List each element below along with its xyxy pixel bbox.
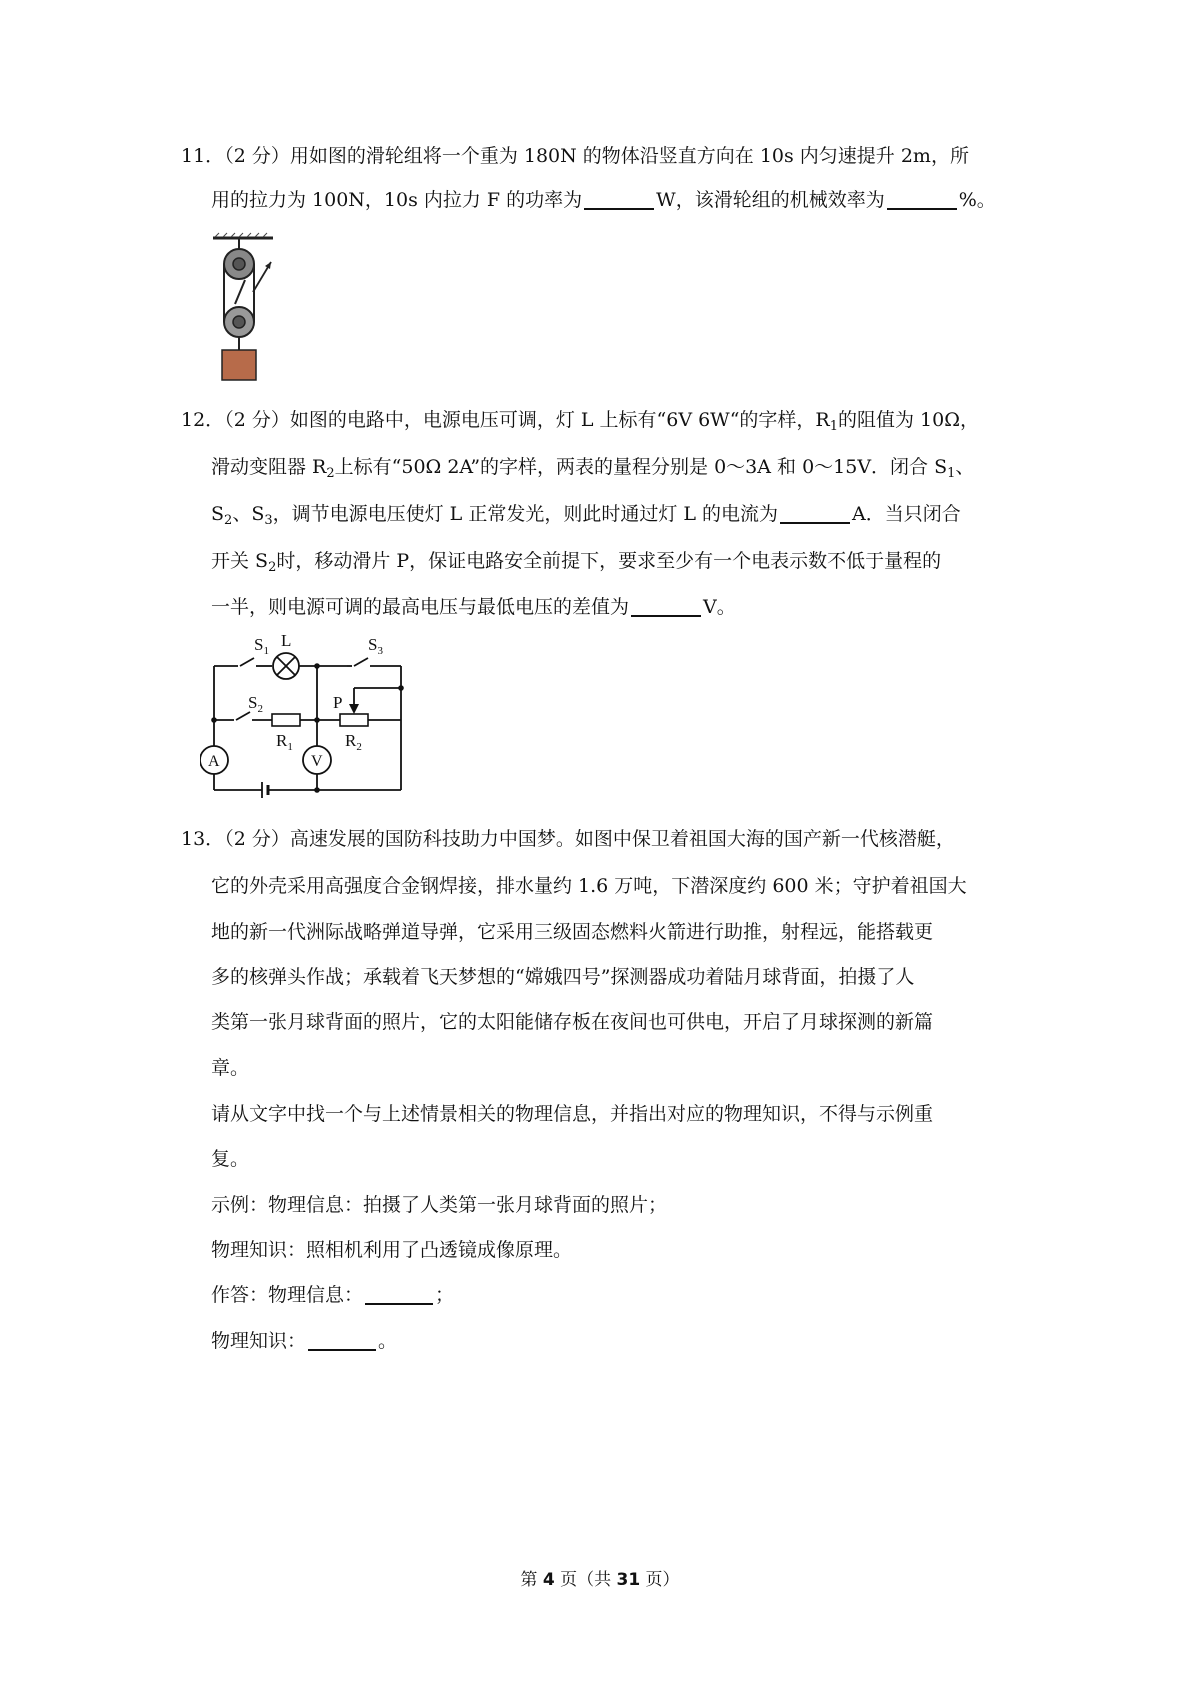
- q11-line-2: 用的拉力为 100N，10s 内拉力 F 的功率为 W，该滑轮组的机械效率为 %。: [211, 189, 996, 211]
- label-s2: $S_2$: [248, 693, 263, 715]
- q13-line-2: 它的外壳采用高强度合金钢焊接，排水量约 1.6 万吨，下潜深度约 600 米；守护着祖国大: [211, 875, 967, 897]
- q12-blank-voltage-diff[interactable]: [631, 595, 701, 617]
- q13-line-7: 请从文字中找一个与上述情景相关的物理信息，并指出对应的物理知识，不得与示例重: [211, 1103, 934, 1125]
- circuit-figure: [200, 630, 440, 810]
- q13-blank-info[interactable]: [365, 1283, 433, 1305]
- q13-line-3: 地的新一代洲际战略弹道导弹，它采用三级固态燃料火箭进行助推，射程远，能搭载更: [211, 921, 934, 943]
- q12-line-2: 滑动变阻器 $R_2$上标有“50Ω 2A”的字样，两表的量程分别是 0～3A 和 0～15V．闭合 $S_1$、: [211, 456, 975, 481]
- voltmeter-label: V: [311, 753, 323, 770]
- q13-example-knowledge: 物理知识：照相机利用了凸透镜成像原理。: [211, 1239, 573, 1261]
- q13-line-8: 复。: [211, 1148, 250, 1170]
- q13-answer-info: 作答：物理信息： ；: [211, 1284, 455, 1306]
- q13-blank-knowledge[interactable]: [308, 1329, 376, 1351]
- q12-line-3: $S_2$、$S_3$，调节电源电压使灯 L 正常发光，则此时通过灯 L 的电流为 A．当只闭合: [211, 503, 961, 528]
- q13-answer-knowledge: 物理知识： 。: [211, 1330, 398, 1352]
- q13-line-4: 多的核弹头作战；承载着飞天梦想的“嫦娥四号”探测器成功着陆月球背面，拍摄了人: [211, 966, 915, 988]
- label-s3: $S_3$: [368, 635, 383, 657]
- q11-line-1: 11．（2 分）用如图的滑轮组将一个重为 180N 的物体沿竖直方向在 10s 内匀速提升 2m，所: [181, 145, 969, 167]
- label-lamp: L: [281, 631, 292, 650]
- q13-example-info: 示例：物理信息：拍摄了人类第一张月球背面的照片；: [211, 1194, 668, 1216]
- label-r2: $R_2$: [345, 731, 362, 753]
- q13-line-1: 13．（2 分）高速发展的国防科技助力中国梦。如图中保卫着祖国大海的国产新一代核潜艇，: [181, 828, 955, 850]
- q12-line-1: 12．（2 分）如图的电路中，电源电压可调，灯 L 上标有“6V 6W“的字样，$R_1$的阻值为 10Ω，: [181, 409, 979, 434]
- q13-line-6: 章。: [211, 1057, 250, 1079]
- page-footer: 第 4 页（共 31 页）: [520, 1570, 680, 1590]
- q12-blank-current[interactable]: [780, 502, 850, 524]
- page-number: 4: [542, 1570, 555, 1590]
- ammeter-label: A: [208, 753, 220, 770]
- q12-line-4: 开关 $S_2$时，移动滑片 P，保证电路安全前提下，要求至少有一个电表示数不低于量程的: [211, 550, 942, 575]
- label-s1: $S_1$: [254, 635, 269, 657]
- pulley-figure: [205, 232, 305, 384]
- q12-line-5: 一半，则电源可调的最高电压与最低电压的差值为 V。: [211, 596, 736, 618]
- q11-blank-power[interactable]: [584, 188, 654, 210]
- label-r1: $R_1$: [276, 731, 293, 753]
- q13-line-5: 类第一张月球背面的照片，它的太阳能储存板在夜间也可供电，开启了月球探测的新篇: [211, 1011, 934, 1033]
- total-pages: 31: [616, 1570, 641, 1590]
- label-p: P: [333, 693, 343, 712]
- q11-blank-efficiency[interactable]: [887, 188, 957, 210]
